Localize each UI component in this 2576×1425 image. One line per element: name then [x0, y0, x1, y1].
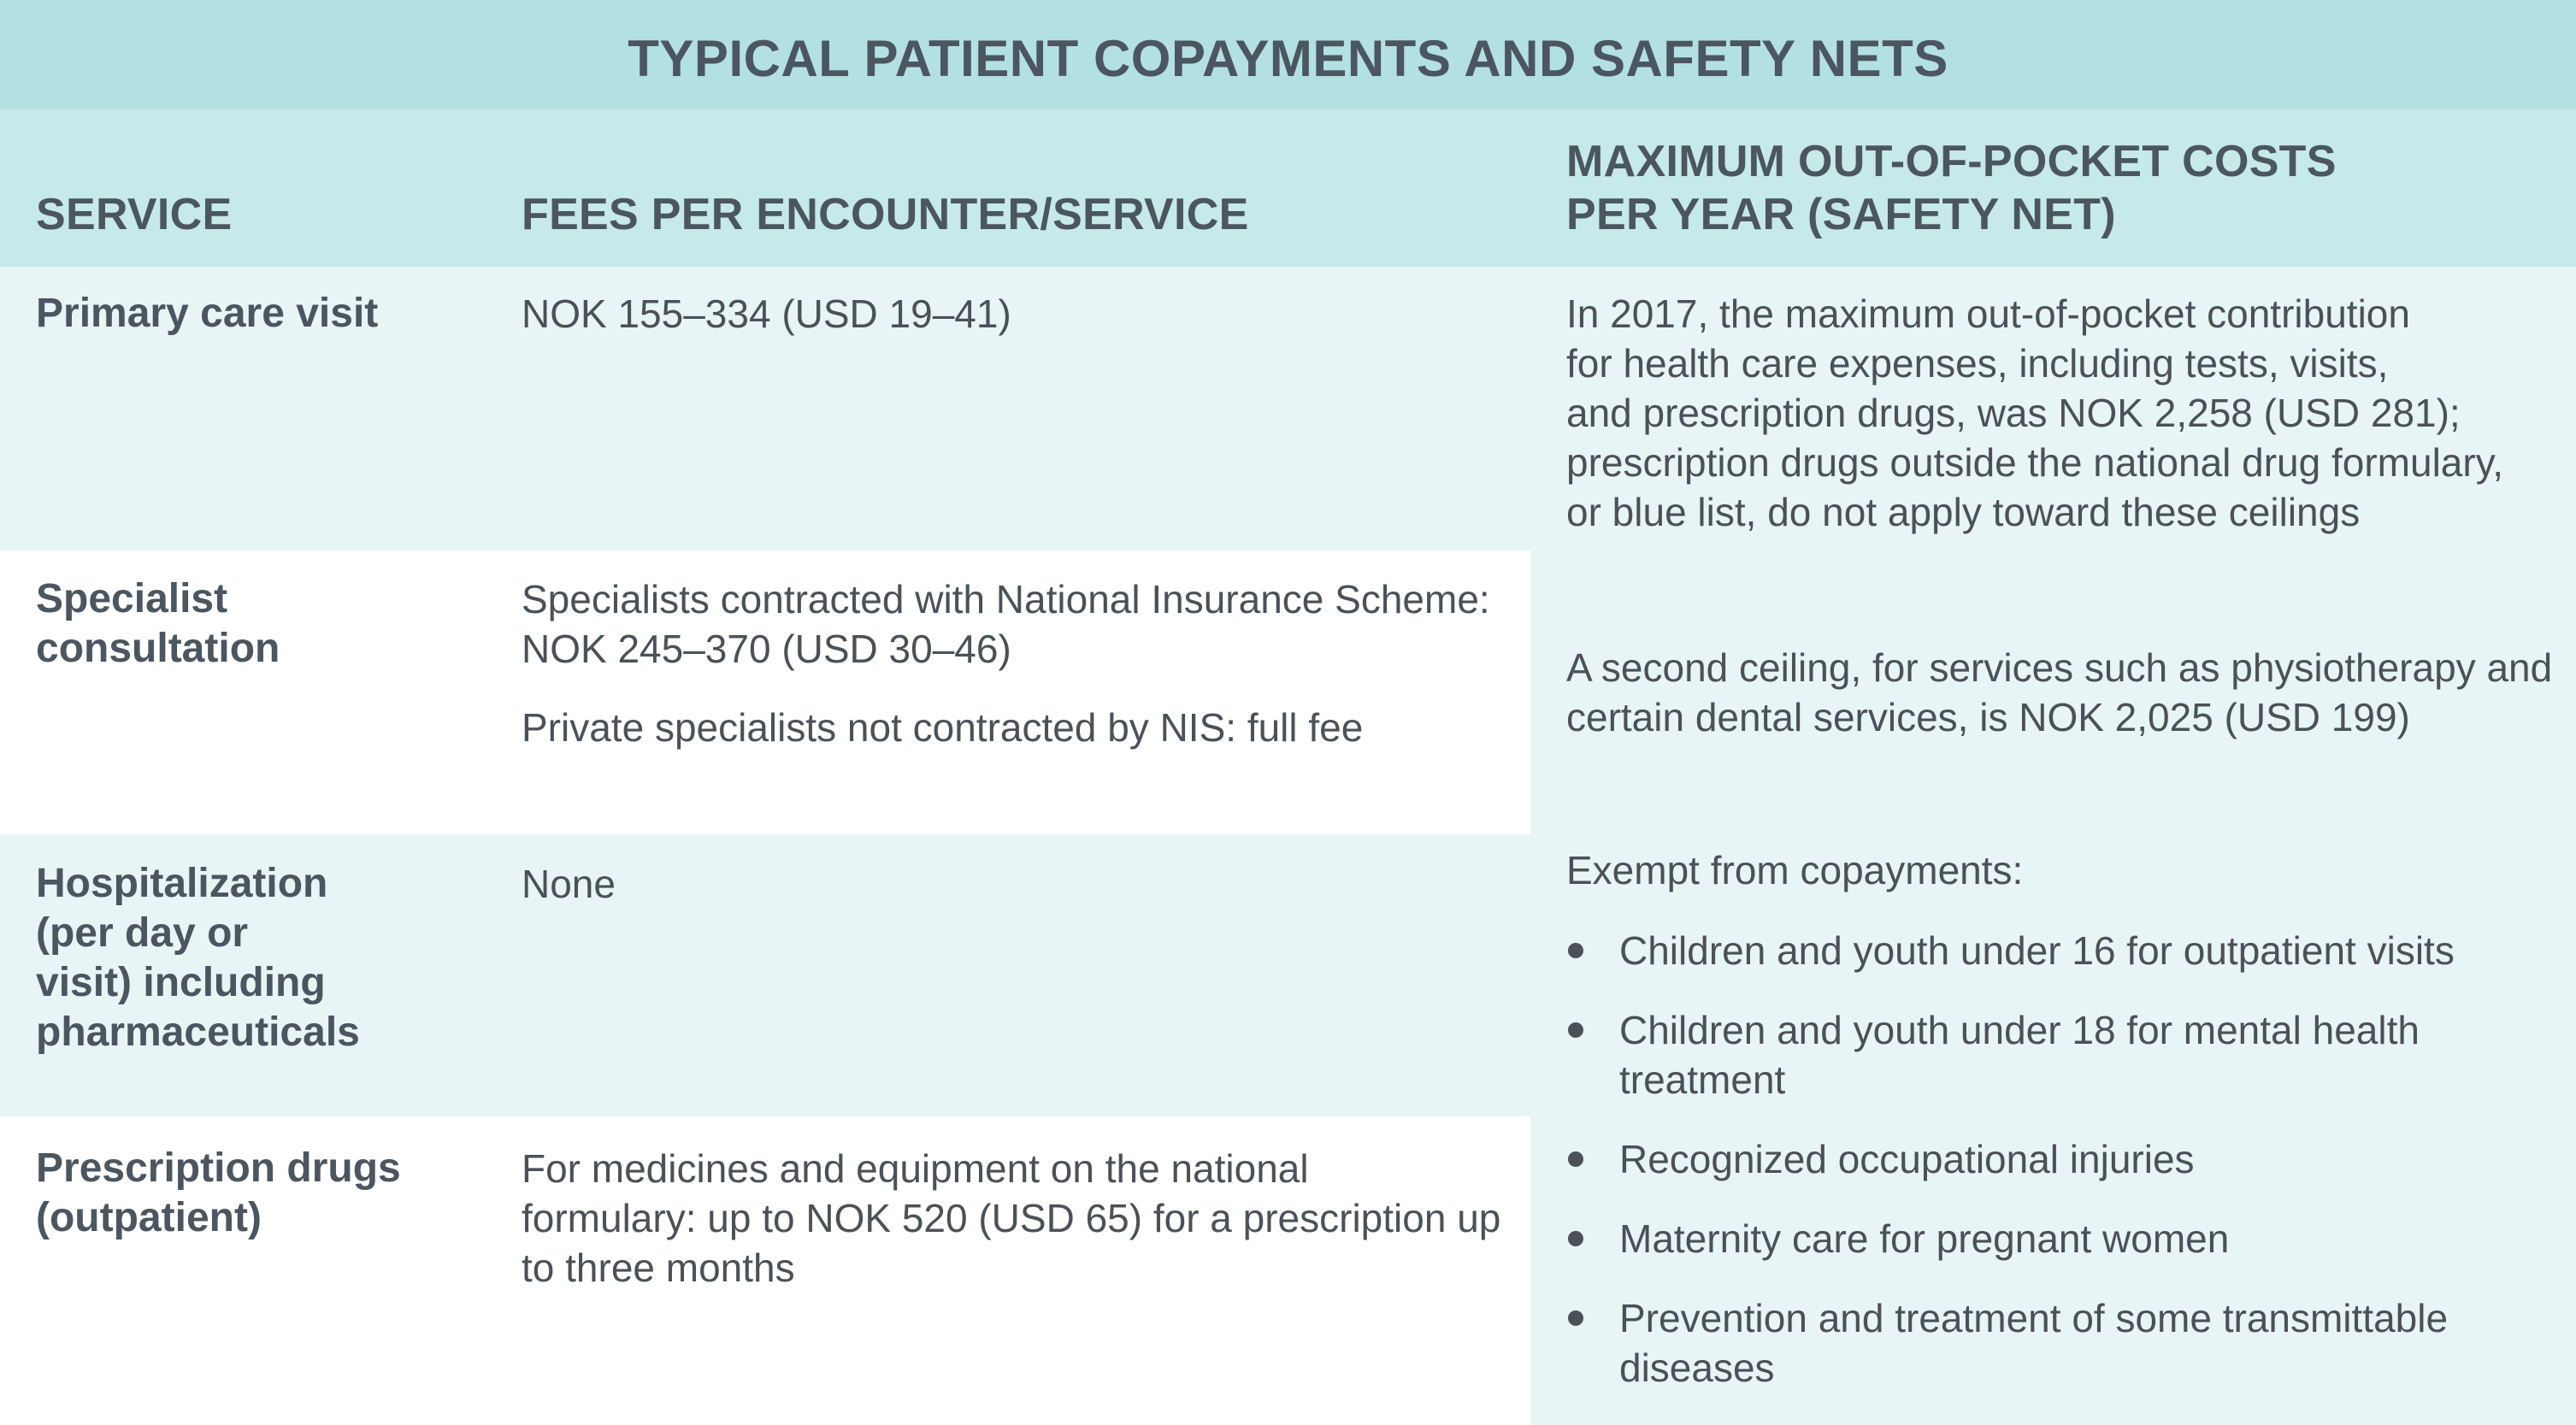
exempt-list — [1566, 926, 2567, 1393]
title-band — [0, 0, 2576, 109]
fees-specialist — [522, 574, 1522, 781]
list-item — [1566, 1214, 2567, 1263]
list-item — [1566, 1005, 2567, 1104]
exempt-item-text: Maternity care for pregnant women — [1619, 1216, 2230, 1261]
safety-net-ceiling-2: A second ceiling, for services such as physiotherapy and certain dental services, is NOK 2,025 (USD 199) — [1566, 645, 2553, 739]
fees-primary-care: NOK 155–334 (USD 19–41) — [522, 291, 1011, 336]
exempt-item-text: Children and youth under 16 for outpatient visits — [1619, 928, 2455, 973]
service-specialist: Specialist consultation — [36, 576, 280, 671]
header-max-out-of-pocket: MAXIMUM OUT-OF-POCKET COSTS PER YEAR (SAFETY NET) — [1566, 137, 2337, 239]
bullet-icon — [1568, 943, 1583, 958]
fees-specialist-contracted: Specialists contracted with National Insurance Scheme: NOK 245–370 (USD 30–46) — [522, 577, 1490, 671]
bullet-icon — [1568, 1151, 1583, 1167]
service-prescription-drugs: Prescription drugs (outpatient) — [36, 1145, 401, 1240]
bullet-icon — [1568, 1231, 1583, 1246]
list-item — [1566, 1134, 2567, 1184]
fees-prescription-drugs: For medicines and equipment on the national formulary: up to NOK 520 (USD 65) for a prescription up to three months — [522, 1146, 1501, 1290]
exempt-item-text: Recognized occupational injuries — [1619, 1137, 2195, 1181]
bullet-icon — [1568, 1022, 1583, 1038]
service-primary-care: Primary care visit — [36, 291, 379, 336]
bullet-icon — [1568, 1310, 1583, 1326]
fees-hospitalization: None — [522, 862, 616, 906]
exemptions-block — [1566, 845, 2567, 1422]
table-title: TYPICAL PATIENT COPAYMENTS AND SAFETY NETS — [628, 29, 1948, 87]
header-fees: FEES PER ENCOUNTER/SERVICE — [522, 190, 1249, 239]
service-hospitalization: Hospitalization (per day or visit) including pharmaceuticals — [36, 861, 360, 1055]
fees-specialist-private: Private specialists not contracted by NIS: full fee — [522, 705, 1364, 750]
header-service: SERVICE — [36, 190, 233, 239]
list-item — [1566, 1293, 2567, 1393]
table-header-row — [0, 109, 2576, 267]
exempt-heading: Exempt from copayments: — [1566, 848, 2024, 892]
safety-net-ceiling-1: In 2017, the maximum out-of-pocket contribution for health care expenses, including tests, visits, and prescription drugs, was NOK 2,258 (USD 281); prescription drugs outside the national drug formulary, or blue list, do not apply toward these ceilings — [1566, 291, 2504, 534]
exempt-item-text: Prevention and treatment of some transmittable diseases — [1619, 1296, 2449, 1390]
list-item — [1566, 926, 2567, 975]
exempt-item-text: Children and youth under 18 for mental health treatment — [1619, 1008, 2420, 1102]
